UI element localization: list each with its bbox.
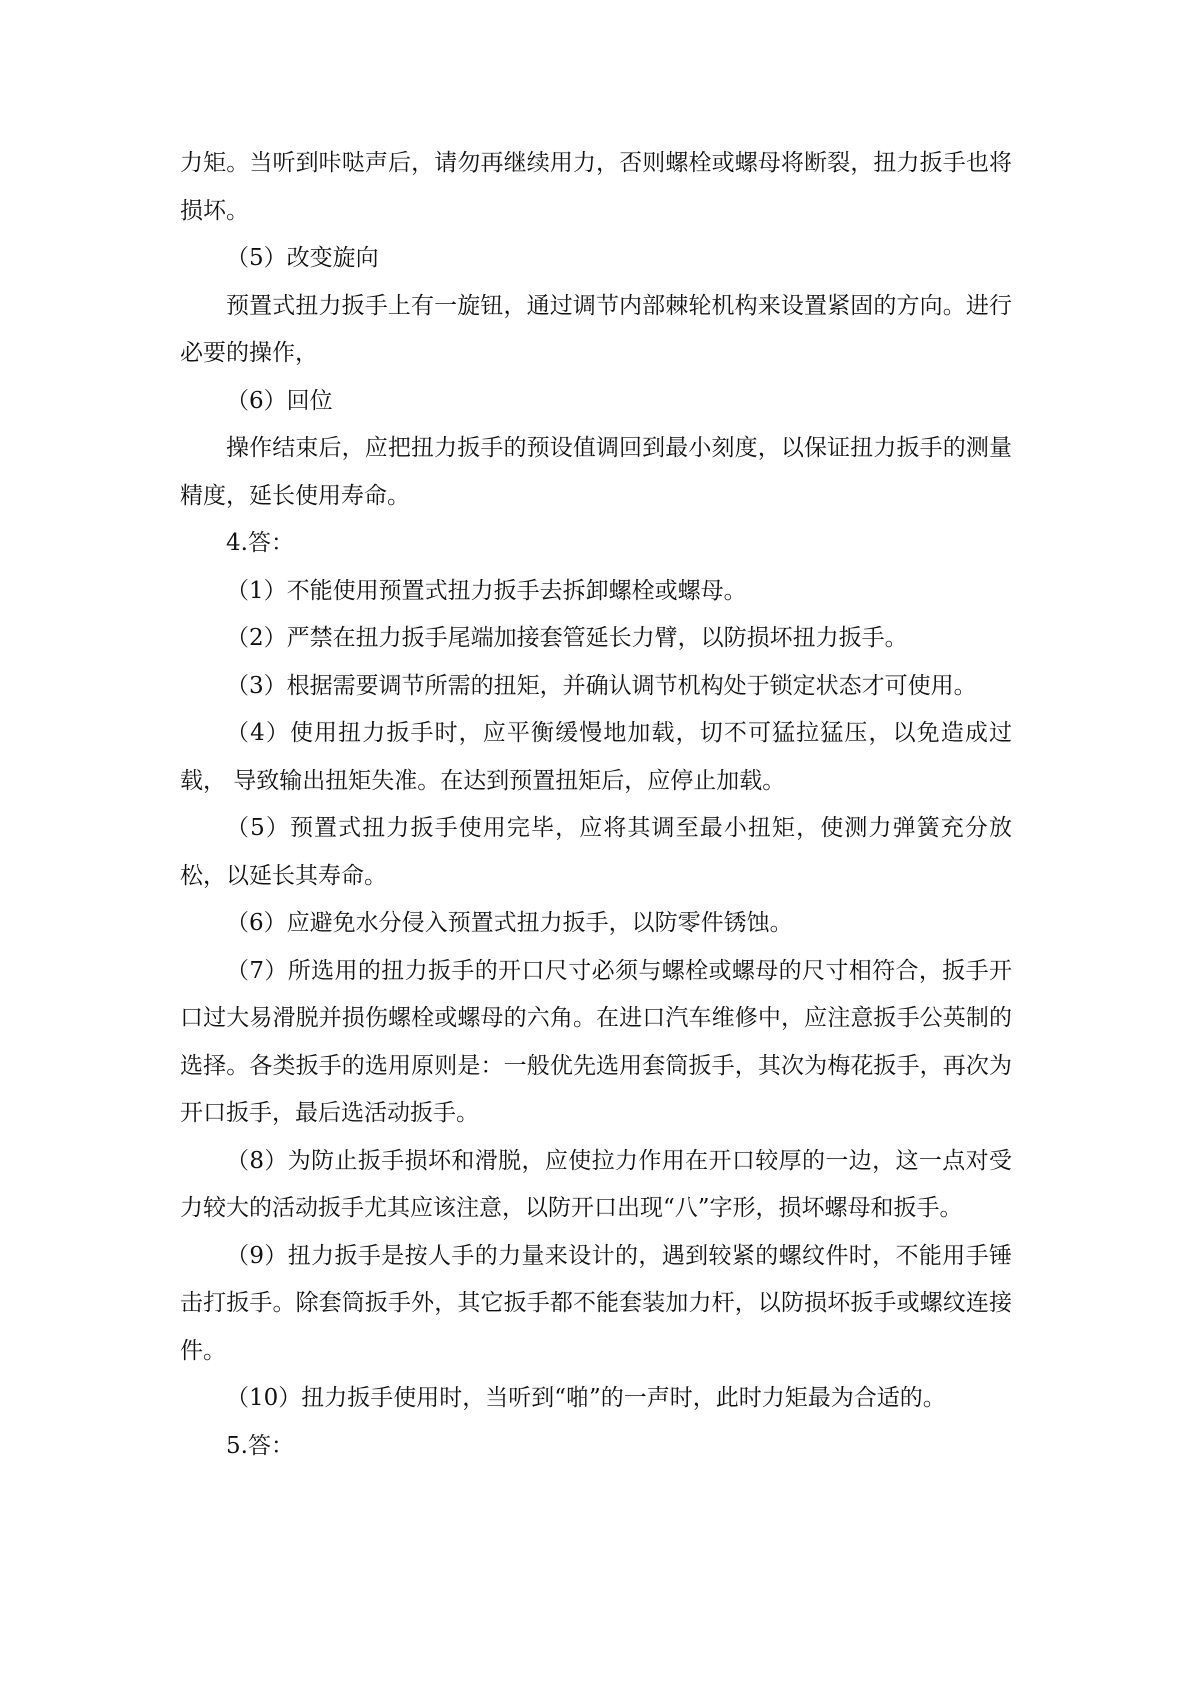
list-item-2: （2）严禁在扭力扳手尾端加接套管延长力臂，以防损坏扭力扳手。 — [226, 625, 908, 651]
answer-5-heading: 5.答： — [226, 1432, 294, 1459]
document-page — [180, 140, 1012, 1470]
list-item-1: （1）不能使用预置式扭力扳手去拆卸螺栓或螺母。 — [226, 577, 747, 604]
answer-4-heading: 4.答： — [226, 530, 294, 556]
list-item-4: （4）使用扭力扳手时，应平衡缓慢地加载，切不可猛拉猛压，以免造成过载， 导致输出扭矩失准。在达到预置扭矩后，应停止加载。 — [180, 720, 1012, 794]
list-item-9: （9）扭力扳手是按人手的力量来设计的，遇到较紧的螺纹件时，不能用手锤击打扳手。除套筒扳手外，其它扳手都不能套装加力杆，以防损坏扳手或螺纹连接件。 — [180, 1242, 1012, 1364]
list-item-7: （7）所选用的扭力扳手的开口尺寸必须与螺栓或螺母的尺寸相符合，扳手开口过大易滑脱并损伤螺栓或螺母的六角。在进口汽车维修中，应注意扳手公英制的选择。各类扳手的选用原则是：一般优先选用套筒扳手，其次为梅花扳手，再次为开口扳手，最后选活动扳手。 — [180, 957, 1012, 1126]
list-item-5: （5）预置式扭力扳手使用完毕，应将其调至最小扭矩，使测力弹簧充分放松，以延长其寿命。 — [180, 815, 1012, 889]
paragraph-return-position: 操作结束后，应把扭力扳手的预设值调回到最小刻度，以保证扭力扳手的测量精度，延长使用寿命。 — [180, 435, 1012, 509]
list-item-10: （10）扭力扳手使用时，当听到“啪”的一声时，此时力矩最为合适的。 — [226, 1385, 946, 1411]
paragraph-continuation: 力矩。当听到咔哒声后，请勿再继续用力，否则螺栓或螺母将断裂，扭力扳手也将损坏。 — [180, 150, 1012, 224]
heading-change-direction: （5）改变旋向 — [226, 245, 379, 271]
list-item-8: （8）为防止扳手损坏和滑脱，应使拉力作用在开口较厚的一边，这一点对受力较大的活动扳手尤其应该注意，以防开口出现“八”字形，损坏螺母和扳手。 — [180, 1147, 1012, 1221]
heading-return-position: （6）回位 — [226, 387, 333, 414]
paragraph-change-direction: 预置式扭力扳手上有一旋钮，通过调节内部棘轮机构来设置紧固的方向。进行必要的操作， — [180, 292, 1012, 366]
list-item-3: （3）根据需要调节所需的扭矩，并确认调节机构处于锁定状态才可使用。 — [226, 672, 977, 699]
list-item-6: （6）应避免水分侵入预置式扭力扳手，以防零件锈蚀。 — [226, 910, 793, 936]
